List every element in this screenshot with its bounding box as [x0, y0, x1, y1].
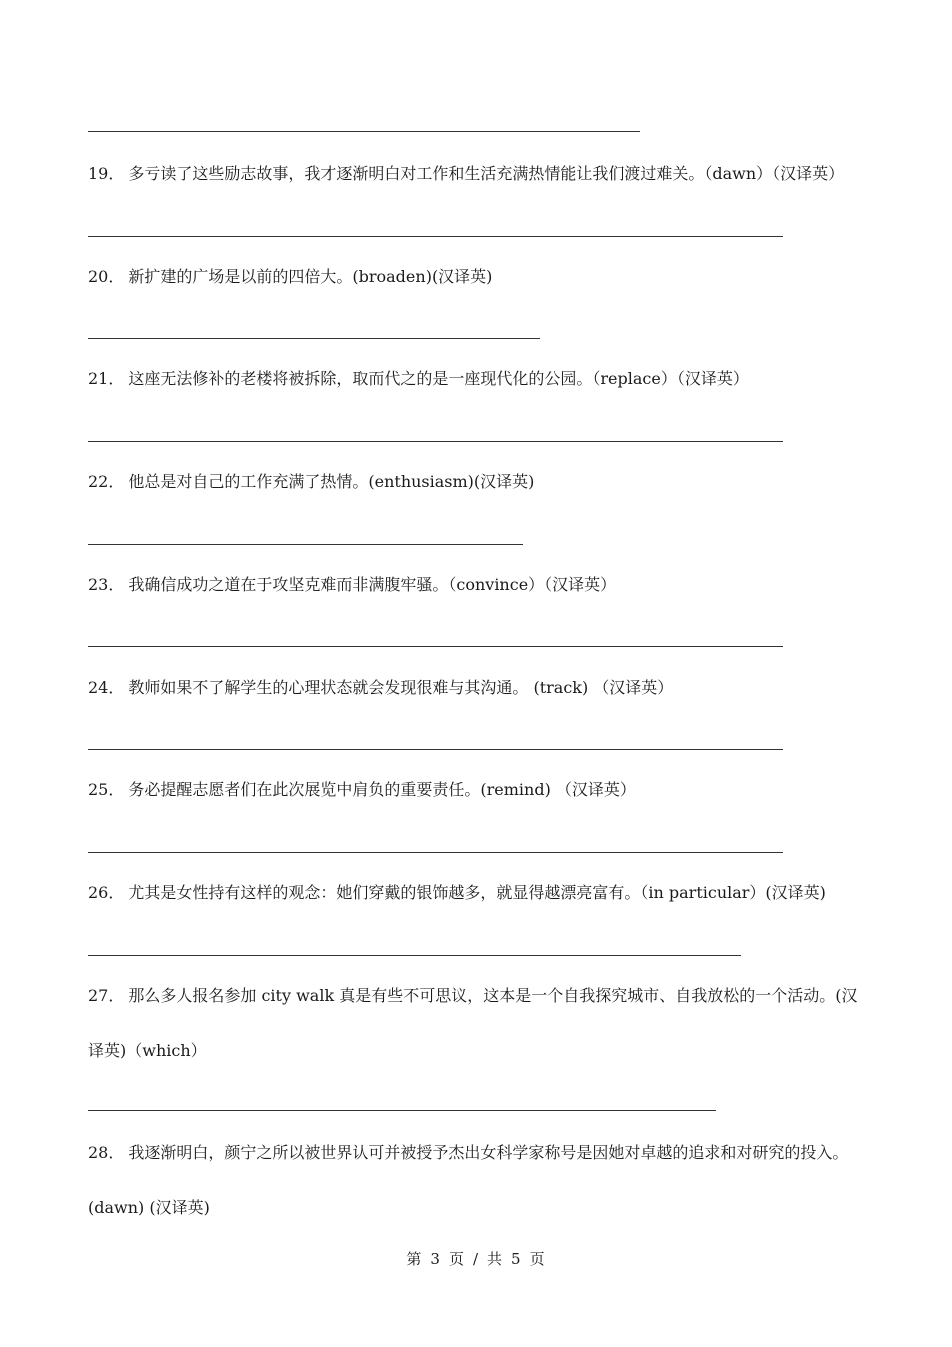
question-text: 尤其是女性持有这样的观念：她们穿戴的银饰越多，就显得越漂亮富有。（in particular）(汉译英)	[128, 883, 826, 902]
footer-ye: 页	[448, 1250, 465, 1268]
answer-line-21	[88, 441, 783, 442]
answer-line-19	[88, 236, 783, 237]
question-number: 19．	[88, 164, 125, 183]
question-25	[88, 780, 872, 800]
answer-line-24	[88, 749, 783, 750]
footer-ye-end: 页	[529, 1250, 546, 1268]
question-20	[88, 267, 872, 287]
question-number: 28．	[88, 1143, 125, 1162]
footer-slash: /	[472, 1250, 480, 1268]
footer-gong: 共	[487, 1250, 504, 1268]
question-number: 24．	[88, 678, 125, 697]
footer-page-number: 3	[430, 1250, 441, 1268]
question-number: 20．	[88, 267, 125, 286]
answer-line-18	[88, 131, 640, 132]
answer-line-23	[88, 646, 783, 647]
answer-line-20	[88, 338, 540, 339]
question-number: 21．	[88, 369, 125, 388]
question-27-continuation: 译英)（which）	[88, 1041, 207, 1060]
question-text: 新扩建的广场是以前的四倍大。(broaden)(汉译英)	[128, 267, 493, 286]
question-21	[88, 369, 872, 389]
question-28	[88, 1143, 872, 1163]
question-24	[88, 678, 872, 698]
question-number: 25．	[88, 780, 125, 799]
question-27	[88, 986, 872, 1006]
question-text: 我确信成功之道在于攻坚克难而非满腹牢骚。（convince）（汉译英）	[128, 575, 617, 594]
page-footer	[0, 1248, 952, 1269]
answer-line-26	[88, 955, 741, 956]
answer-line-22	[88, 544, 523, 545]
question-23	[88, 575, 872, 595]
question-text: 务必提醒志愿者们在此次展览中肩负的重要责任。(remind) （汉译英）	[128, 780, 636, 799]
question-26	[88, 883, 872, 903]
question-number: 26．	[88, 883, 125, 902]
question-text: 我逐渐明白，颜宁之所以被世界认可并被授予杰出女科学家称号是因她对卓越的追求和对研究的投入。	[128, 1143, 849, 1162]
footer-total-pages: 5	[511, 1250, 522, 1268]
footer-di: 第	[406, 1250, 423, 1268]
question-text: 那么多人报名参加 city walk 真是有些不可思议，这本是一个自我探究城市、自我放松的一个活动。(汉	[128, 986, 858, 1005]
answer-line-25	[88, 852, 783, 853]
question-number: 23．	[88, 575, 125, 594]
question-number: 27．	[88, 986, 125, 1005]
question-text: 多亏读了这些励志故事，我才逐渐明白对工作和生活充满热情能让我们渡过难关。（dawn）（汉译英）	[128, 164, 845, 183]
question-text: 这座无法修补的老楼将被拆除，取而代之的是一座现代化的公园。（replace）（汉译英）	[128, 369, 749, 388]
question-22	[88, 472, 872, 492]
question-19	[88, 164, 872, 184]
answer-line-27	[88, 1110, 716, 1111]
question-28-continuation: (dawn) (汉译英)	[88, 1198, 210, 1217]
question-number: 22．	[88, 472, 125, 491]
question-text: 他总是对自己的工作充满了热情。(enthusiasm)(汉译英)	[128, 472, 535, 491]
question-text: 教师如果不了解学生的心理状态就会发现很难与其沟通。 (track) （汉译英）	[128, 678, 674, 697]
